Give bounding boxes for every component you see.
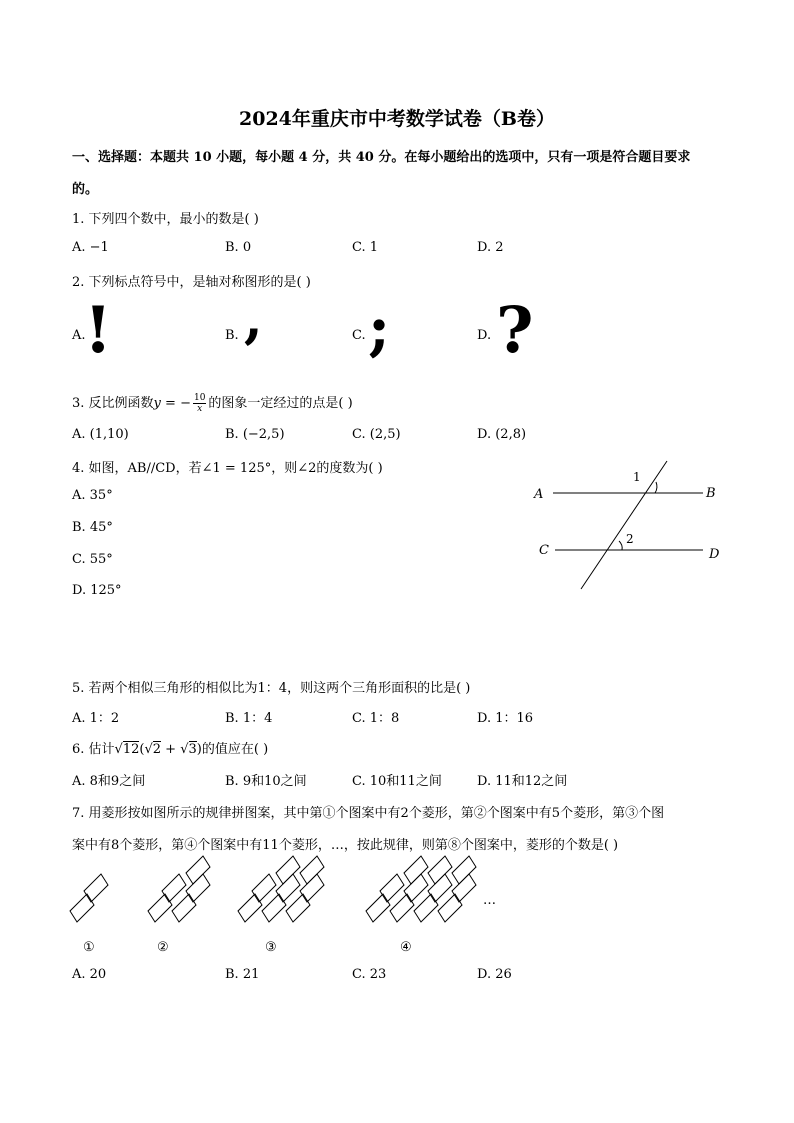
- rhombus: [390, 894, 414, 922]
- q7-stem-line1: 7. 用菱形按如图所示的规律拼图案，其中第①个图案中有2个菱形，第②个图案中有5个菱形，第③个图: [72, 806, 665, 821]
- q6-stem-end: )的值应在( ): [196, 742, 269, 757]
- q2-option-c: C.: [352, 328, 366, 343]
- pattern-label-2: ②: [157, 940, 169, 955]
- sqrt-2-radicand: 2: [152, 742, 162, 757]
- q2-stem: 2. 下列标点符号中，是轴对称图形的是( ): [72, 275, 311, 290]
- sqrt-2: √2: [144, 742, 162, 757]
- q5-option-a: A. 1：2: [72, 711, 120, 726]
- rhombus-patterns-figure: [60, 850, 520, 940]
- q7-stem-line2: 案中有8个菱形，第④个图案中有11个菱形，…，按此规律，则第⑧个图案中，菱形的个数是( ): [72, 838, 619, 853]
- q4-stem: 4. 如图，AB//CD，若∠1 = 125°，则∠2的度数为( ): [72, 461, 383, 476]
- label-d: D: [709, 547, 720, 562]
- q6-plus: +: [161, 742, 181, 757]
- angle-1-arc: [655, 482, 657, 493]
- q5-option-c: C. 1：8: [352, 711, 400, 726]
- rhombus: [238, 894, 262, 922]
- angle-1-label: 1: [633, 470, 641, 484]
- q3-func-eq: = −: [160, 396, 191, 411]
- parallel-lines-figure: [525, 455, 725, 595]
- q6-stem-start: 6. 估计: [72, 742, 115, 757]
- label-b: B: [706, 486, 716, 501]
- q3-frac-num: 10: [193, 393, 206, 403]
- label-c: C: [539, 543, 549, 558]
- transversal-line: [581, 461, 667, 589]
- q5-option-d: D. 1：16: [477, 711, 534, 726]
- q3-option-d: D. (2,8): [477, 427, 527, 442]
- q2-option-a: A.: [72, 328, 86, 343]
- q3-func-y: y: [153, 396, 161, 411]
- q5-option-b: B. 1：4: [225, 711, 273, 726]
- q7-option-a: A. 20: [72, 967, 107, 982]
- q6-option-c: C. 10和11之间: [352, 774, 442, 789]
- label-a: A: [534, 487, 544, 502]
- rhombus: [380, 874, 404, 902]
- paper-title: 2024年重庆市中考数学试卷（B卷）: [239, 108, 555, 130]
- q3-option-b: B. (−2,5): [225, 427, 285, 442]
- q1-option-c: C. 1: [352, 240, 379, 255]
- section-heading-line2: 的。: [72, 182, 99, 197]
- q7-option-b: B. 21: [225, 967, 260, 982]
- angle-2-label: 2: [626, 532, 634, 546]
- q6-paren-open: (: [139, 742, 145, 757]
- q4-option-d: D. 125°: [72, 583, 122, 598]
- q3-fraction: [193, 393, 206, 414]
- rhombus: [438, 894, 462, 922]
- q7-option-c: C. 23: [352, 967, 387, 982]
- section-heading-line1: 一、选择题：本题共 10 小题，每小题 4 分，共 40 分。在每小题给出的选项中，只有一项是符合题目要求: [72, 150, 691, 165]
- q5-stem: 5. 若两个相似三角形的相似比为1：4，则这两个三角形面积的比是( ): [72, 681, 471, 696]
- pattern-label-4: ④: [400, 940, 412, 955]
- q6-option-d: D. 11和12之间: [477, 774, 568, 789]
- exclamation-symbol: !: [84, 293, 113, 368]
- pattern-label-1: ①: [83, 940, 95, 955]
- semicolon-symbol: ;: [368, 294, 391, 364]
- sqrt-12-radicand: 12: [122, 742, 140, 757]
- q6-stem: [72, 738, 268, 757]
- question-mark-symbol: ?: [496, 293, 534, 368]
- rhombus: [252, 874, 276, 902]
- comma-symbol: ,: [244, 286, 263, 350]
- q2-option-d: D.: [477, 328, 492, 343]
- rhombus: [172, 894, 196, 922]
- q1-option-b: B. 0: [225, 240, 252, 255]
- sqrt-3: √3: [180, 742, 197, 757]
- q3-stem-start: 3. 反比例函数: [72, 396, 154, 411]
- q6-option-a: A. 8和9之间: [72, 774, 146, 789]
- q1-stem: 1. 下列四个数中，最小的数是( ): [72, 212, 259, 227]
- q4-option-c: C. 55°: [72, 552, 113, 567]
- rhombus: [286, 894, 310, 922]
- q7-option-d: D. 26: [477, 967, 512, 982]
- q4-option-b: B. 45°: [72, 520, 113, 535]
- q2-option-b: B.: [225, 328, 239, 343]
- q1-option-d: D. 2: [477, 240, 504, 255]
- q3-option-c: C. (2,5): [352, 427, 401, 442]
- rhombus: [414, 894, 438, 922]
- sqrt-3-radicand: 3: [188, 742, 197, 757]
- rhombus: [262, 894, 286, 922]
- q4-option-a: A. 35°: [72, 488, 113, 503]
- pattern-label-3: ③: [265, 940, 277, 955]
- q3-stem-end: 的图象一定经过的点是( ): [208, 396, 353, 411]
- pattern-ellipsis: …: [483, 893, 496, 908]
- q3-option-a: A. (1,10): [72, 427, 129, 442]
- rhombus: [162, 874, 186, 902]
- rhombus: [70, 894, 94, 922]
- angle-2-arc: [619, 541, 622, 550]
- sqrt-12: √12: [114, 742, 140, 757]
- rhombus: [366, 894, 390, 922]
- q3-stem: [72, 392, 353, 414]
- rhombus: [84, 874, 108, 902]
- q6-option-b: B. 9和10之间: [225, 774, 307, 789]
- rhombus: [148, 894, 172, 922]
- q3-frac-den: x: [197, 404, 203, 414]
- q1-option-a: A. −1: [72, 240, 109, 255]
